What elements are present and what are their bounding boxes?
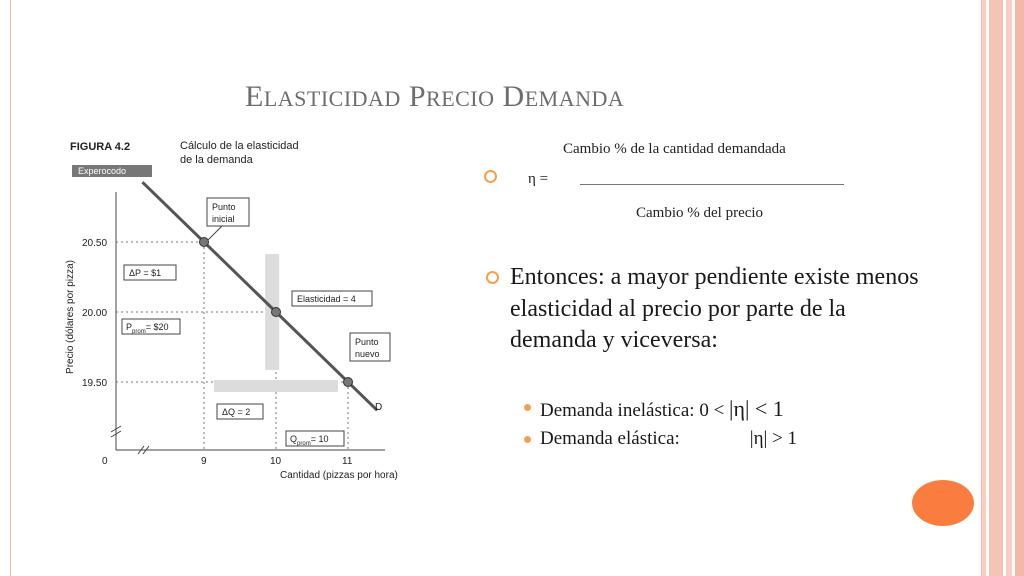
annotation-elasticidad: Elasticidad = 4 bbox=[297, 294, 356, 304]
decorative-orange-circle bbox=[912, 480, 974, 526]
annotation-punto-inicial-pointer bbox=[208, 226, 222, 240]
figure-svg bbox=[60, 132, 430, 484]
x-tick-label: 9 bbox=[201, 456, 207, 467]
bullet-ring-icon bbox=[484, 170, 497, 183]
slide-title bbox=[245, 80, 624, 114]
sub-bullet-dot-icon bbox=[524, 436, 531, 443]
figure-caption-line2: de la demanda bbox=[180, 154, 253, 166]
slide-title-text: ELASTICIDAD PRECIO DEMANDA bbox=[245, 80, 625, 113]
data-point bbox=[200, 238, 209, 247]
main-bullet-text: Entonces: a mayor pendiente existe menos elasticidad al precio por parte de la demanda y viceversa: bbox=[510, 264, 919, 353]
formula-numerator: Cambio % de la cantidad demandada bbox=[563, 141, 786, 157]
sub-bullet-dot-icon bbox=[524, 404, 531, 411]
figure-caption-line1: Cálculo de la elasticidad bbox=[180, 140, 299, 152]
bullet-ring-icon bbox=[486, 271, 499, 284]
data-point bbox=[272, 308, 281, 317]
annotation-punto-nuevo-l1: Punto bbox=[355, 337, 379, 347]
annotation-punto-inicial-l2: inicial bbox=[212, 214, 235, 224]
sub-bullet-inelastic bbox=[540, 396, 784, 422]
sub-bullet-label: Demanda elástica: bbox=[540, 428, 680, 449]
decorative-stripes bbox=[982, 0, 1024, 576]
y-tick-label: 20.50 bbox=[82, 238, 108, 249]
figure-chart bbox=[60, 132, 430, 484]
figure-label: FIGURA 4.2 bbox=[70, 141, 131, 153]
annotation-p-prom: $P_{prom}=$ $20 bbox=[126, 322, 169, 335]
sub-bullet-value: |η| > 1 bbox=[749, 428, 798, 449]
x-axis-title: Cantidad (pizzas por hora) bbox=[280, 470, 398, 481]
formula-denominator: Cambio % del precio bbox=[636, 205, 764, 221]
y-tick-label: 20.00 bbox=[82, 308, 108, 319]
x-tick-label: 10 bbox=[270, 456, 282, 467]
change-arrows bbox=[214, 254, 338, 392]
y-tick-label: 19.50 bbox=[82, 378, 108, 389]
x-tick-label: 11 bbox=[342, 456, 353, 467]
annotation-delta-p: ΔP = $1 bbox=[129, 268, 162, 278]
formula-symbol: η = bbox=[528, 171, 549, 187]
annotation-punto-nuevo-l2: nuevo bbox=[355, 349, 380, 359]
delta-q-arrow bbox=[214, 380, 338, 392]
x-tick-label: 0 bbox=[102, 456, 108, 467]
figure-badge-text: Experocodo bbox=[78, 166, 127, 176]
annotation-punto-inicial-l1: Punto bbox=[212, 202, 236, 212]
annotation-delta-q: ΔQ = 2 bbox=[222, 407, 251, 417]
y-axis-title: Precio (dólares por pizza) bbox=[65, 260, 76, 374]
demand-curve-label: D bbox=[375, 402, 383, 413]
annotation-q-prom: $Q_{prom}= 10$ bbox=[290, 434, 329, 447]
data-point bbox=[344, 378, 353, 387]
sub-bullet-value: |η| < 1 bbox=[729, 396, 784, 421]
sub-bullet-elastic bbox=[540, 428, 797, 450]
fraction-line bbox=[580, 184, 844, 185]
sub-bullet-label: Demanda inelástica: 0 < bbox=[540, 400, 730, 421]
